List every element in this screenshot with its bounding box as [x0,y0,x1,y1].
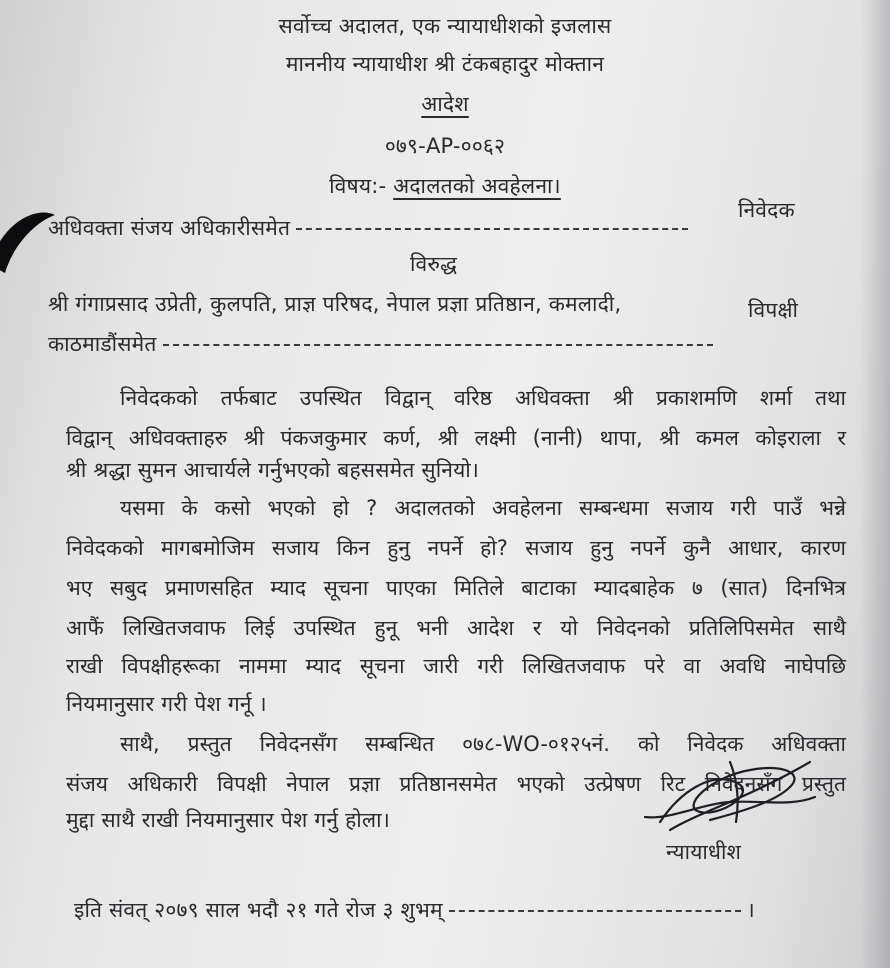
paragraph-2-line-1: यसमा के कसो भएको हो ? अदालतको अवहेलना सम्बन्धमा सजाय गरी पाउँ भन्ने [120,496,846,520]
petitioner-line [48,214,694,242]
versus-label: विरुद्ध [410,252,458,276]
paragraph-1-line-1: निवेदकको तर्फबाट उपस्थित विद्वान् वरिष्ठ अधिवक्ता श्री प्रकाशमणि शर्मा तथा [120,386,846,410]
end-mark: । [746,898,755,922]
paragraph-3-line-2: संजय अधिकारी विपक्षी नेपाल प्रज्ञा प्रतिष्ठानसमेत भएको उत्प्रेषण रिट निवेदनसँग प्रस्तुत [66,772,846,796]
respondent-line-2 [48,330,719,358]
paragraph-3-line-3: मुद्दा साथै राखी नियमानुसार पेश गर्नु होला। [66,808,390,832]
date-text: इति संवत् २०७९ साल भदौ २१ गते रोज ३ शुभम् [74,898,443,922]
paragraph-2-line-3: भए सबुद प्रमाणसहित म्याद सूचना पाएका मितिले बाटाका म्यादबाहेक ७ (सात) दिनभित्र [66,576,846,600]
paragraph-2-line-6: नियमानुसार गरी पेश गर्नू । [66,692,267,716]
paragraph-3-line-1: साथै, प्रस्तुत निवेदनसँग सम्बन्धित ०७८-WO-०१२५नं. को निवेदक अधिवक्ता [120,732,846,756]
petitioner-name: अधिवक्ता संजय अधिकारीसमेत [48,216,291,240]
paragraph-2-line-4: आफैं लिखितजवाफ लिई उपस्थित हुनू भनी आदेश र यो निवेदनको प्रतिलिपिसमेत साथै [66,616,846,640]
respondent-place: काठमाडौंसमेत [48,332,157,356]
dash-leader [449,910,741,912]
paragraph-1-line-2: विद्वान् अधिवक्ताहरु श्री पंकजकुमार कर्ण, श्री लक्ष्मी (नानी) थापा, श्री कमल कोइराला र [66,426,846,450]
paragraph-1-line-3: श्री श्रद्धा सुमन आचार्यले गर्नुभएको बहससमेत सुनियो। [66,458,480,482]
judge-signature [640,742,830,852]
dash-leader [296,228,688,230]
signature-title: न्यायाधीश [666,840,742,864]
respondent-line-1: श्री गंगाप्रसाद उप्रेती, कुलपति, प्राज्ञ परिषद, नेपाल प्रज्ञा प्रतिष्ठान, कमलादी, [48,292,622,316]
court-name: सर्वोच्च अदालत, एक न्यायाधीशको इजलास [278,14,612,38]
date-line [74,896,755,924]
dash-leader [163,344,713,346]
respondent-role: विपक्षी [748,298,799,322]
subject-label: विषय:- [329,174,387,198]
judge-name: माननीय न्यायाधीश श्री टंकबहादुर मोक्तान [285,52,605,76]
paragraph-2-line-5: राखी विपक्षीहरूका नाममा म्याद सूचना जारी गरी लिखितजवाफ परे वा अवधि नाघेपछि [66,654,846,678]
paragraph-2-line-2: निवेदकको मागबमोजिम सजाय किन हुनु नपर्ने हो? सजाय हुनु नपर्ने कुनै आधार, कारण [66,536,846,560]
petitioner-role: निवेदक [738,198,795,222]
order-title: आदेश [421,92,469,116]
subject-text: अदालतको अवहेलना। [393,174,561,198]
case-number: ०७९-AP-००६२ [384,134,506,158]
